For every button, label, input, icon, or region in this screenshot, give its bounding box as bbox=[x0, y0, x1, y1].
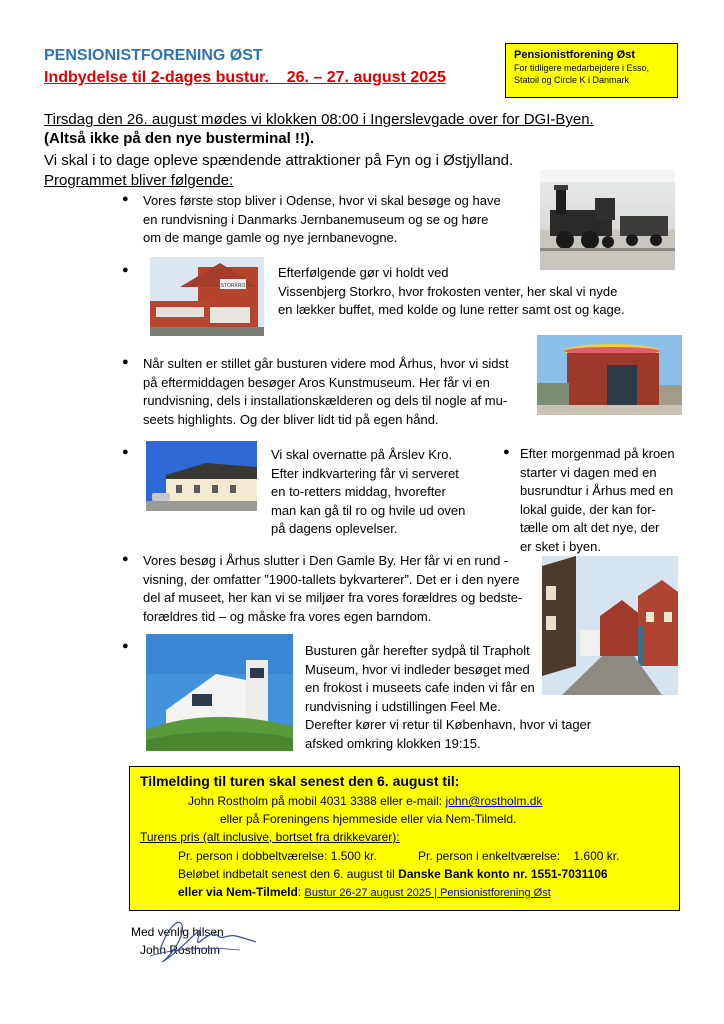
invitation-title: Indbydelse til 2-dages bustur. 26. – 27. august 2025 bbox=[44, 69, 446, 86]
closing-greeting: Med venlig hilsen bbox=[131, 925, 224, 939]
nem-tilmeld-line: eller via Nem-Tilmeld: Bustur 26-27 august 2025 | Pensionistforening Øst bbox=[178, 885, 551, 899]
org-box-line1: For tidligere medarbejdere i Esso, bbox=[514, 63, 650, 73]
registration-contact: John Rostholm på mobil 4031 3388 eller e-mail: john@rostholm.dk bbox=[188, 794, 543, 808]
storkro-sign-text: STORKRO bbox=[220, 283, 246, 289]
signature-scribble bbox=[140, 910, 260, 970]
program-item-5: Efter morgenmad på kroen starter vi dagen med en busrundtur i Århus med en lokal guide, der kan for- tælle om alt det nye, der er sket i byen. bbox=[520, 446, 675, 554]
intro-note: (Altså ikke på den nye busterminal !!). bbox=[44, 130, 315, 147]
storkro-photo bbox=[150, 257, 264, 336]
closing-name: John Rostholm bbox=[140, 943, 221, 957]
bullet-7: ● bbox=[122, 640, 129, 652]
bullet-5: ● bbox=[503, 446, 510, 458]
aros-museum-photo bbox=[537, 335, 682, 415]
bullet-4: ● bbox=[122, 446, 129, 458]
program-item-3: Når sulten er stillet går busturen videre mod Århus, hvor vi sidst på eftermiddagen besøger Aros Kunstmuseum. Her får vi en rundvisning, dels i installationskælderen og dels til nogle af mu- seets highlights. Og der bliver lidt tid på egen hånd. bbox=[143, 356, 509, 427]
registration-heading: Tilmelding til turen skal senest den 6. august til: bbox=[140, 773, 460, 789]
intro-description: Vi skal i to dage opleve spændende attraktioner på Fyn og i Østjylland. bbox=[44, 152, 514, 169]
org-title: PENSIONISTFORENING ØST bbox=[44, 47, 263, 64]
payment-line: Beløbet indbetalt senest den 6. august til Danske Bank konto nr. 1551-7031106 bbox=[178, 867, 608, 881]
registration-alt: eller på Foreningens hjemmeside eller via Nem-Tilmeld. bbox=[220, 812, 517, 826]
org-box-line2: Statoil og Circle K i Danmark bbox=[514, 75, 630, 85]
org-box-name: Pensionistforening Øst bbox=[514, 49, 636, 61]
price-heading: Turens pris (alt inclusive, bortset fra drikkevarer): bbox=[140, 830, 400, 844]
price-double: Pr. person i dobbeltværelse: 1.500 kr. bbox=[178, 849, 377, 863]
nem-tilmeld-link[interactable]: Bustur 26-27 august 2025 | Pensionistforening Øst bbox=[304, 887, 551, 899]
railway-museum-photo bbox=[540, 170, 675, 270]
registration-box bbox=[129, 766, 680, 911]
bullet-6: ● bbox=[122, 553, 129, 565]
bullet-3: ● bbox=[122, 356, 129, 368]
program-item-4: Vi skal overnatte på Årslev Kro. Efter indkvartering får vi serveret en to-retters middag, hvorefter man kan gå til ro og hvile ud oven på dagens oplevelser. bbox=[271, 447, 466, 536]
program-item-2: Efterfølgende gør vi holdt ved Vissenbjerg Storkro, hvor frokosten venter, her skal vi nyde en lækker buffet, med kolde og lune retter samt ost og kage. bbox=[278, 265, 625, 317]
price-single: Pr. person i enkeltværelse: 1.600 kr. bbox=[418, 849, 620, 863]
program-item-1: Vores første stop bliver i Odense, hvor vi skal besøge og have en rundvisning i Danmarks Jernbanemuseum og se og høre om de mange gamle og nye jernbanevogne. bbox=[143, 193, 501, 245]
email-link[interactable]: john@rostholm.dk bbox=[445, 794, 543, 808]
program-item-7: Busturen går herefter sydpå til Trapholt Museum, hvor vi indleder besøget med en frokost i museets cafe inden vi får en rundvisning i udstillingen Feel Me. Derefter kører vi retur til København, hvor vi tager afsked omkring klokken 19:15. bbox=[305, 643, 592, 751]
intro-program-heading: Programmet bliver følgende: bbox=[44, 172, 234, 189]
program-item-6: Vores besøg i Århus slutter i Den Gamle By. Her får vi en rund - visning, der omfatter ”1900-tallets bykvarterer”. Det er i den nyere del af museet, her kan vi se miljøer fra vores forældres og bedste- forældres tid – og måske fra vores egen barndom. bbox=[143, 553, 523, 624]
trapholt-photo bbox=[146, 634, 293, 751]
bullet-2: ● bbox=[122, 264, 129, 276]
intro-meeting: Tirsdag den 26. august mødes vi klokken 08:00 i Ingerslevgade over for DGI-Byen. bbox=[44, 111, 594, 128]
bullet-1: ● bbox=[122, 193, 129, 205]
org-box bbox=[505, 43, 678, 98]
aarslev-kro-photo bbox=[146, 441, 257, 511]
